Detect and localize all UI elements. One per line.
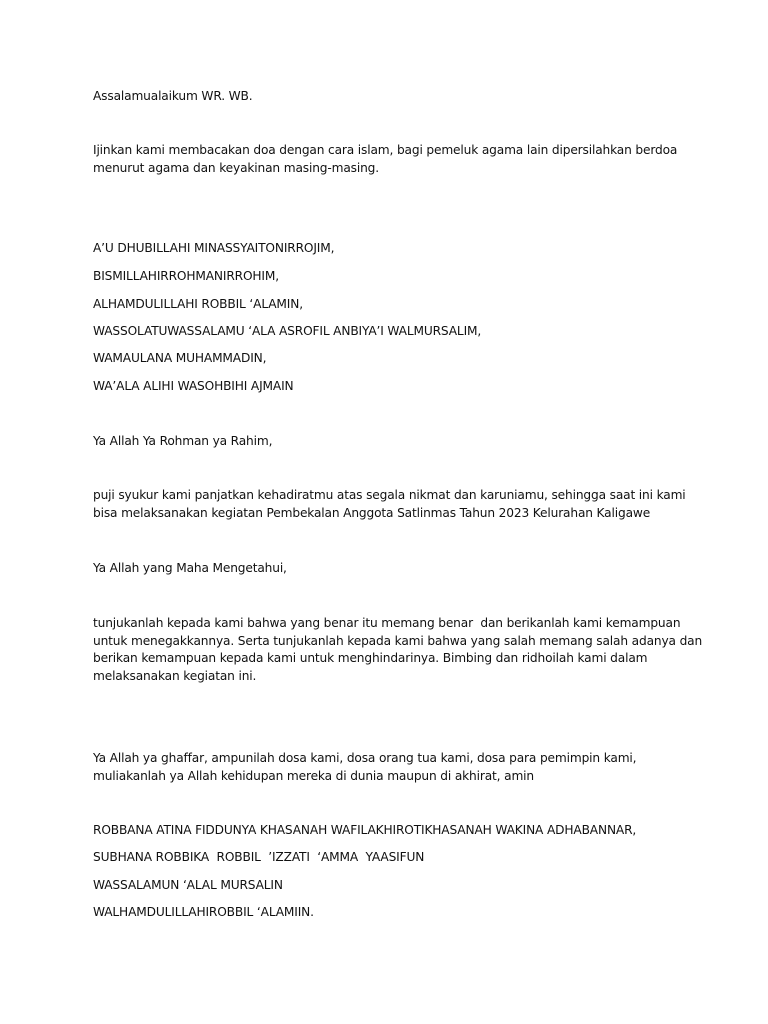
intro-line: menurut agama dan keyakinan masing-masing. [93, 160, 379, 175]
intro-paragraph [93, 142, 683, 177]
opening-text: WA’ALA ALIHI WASOHBIHI AJMAIN [93, 379, 294, 393]
guidance-line: untuk menegakkannya. Serta tunjukanlah kepada kami bahwa yang salah memang salah adanya dan [93, 633, 703, 648]
invocation-rahim [93, 433, 683, 451]
greeting-line: Assalamualaikum WR. WB. [93, 89, 253, 103]
opening-text: BISMILLAHIRROHMANIRROHIM, [93, 269, 279, 283]
invocation-mengetahui [93, 560, 683, 578]
closing-text: SUBHANA ROBBIKA ROBBIL ’IZZATI ‘AMMA YAASIFUN [93, 850, 425, 864]
opening-line [93, 378, 683, 396]
opening-line [93, 268, 683, 286]
closing-text: WASSALAMUN ‘ALAL MURSALIN [93, 878, 283, 892]
opening-line [93, 350, 683, 368]
gratitude-line: puji syukur kami panjatkan kehadiratmu atas segala nikmat dan karuniamu, sehingga saat ini kami [93, 488, 686, 502]
greeting [93, 88, 683, 106]
forgiveness-line: Ya Allah ya ghaffar, ampunilah dosa kami, dosa orang tua kami, dosa para pemimpin kami, [93, 751, 637, 765]
forgiveness-paragraph [93, 750, 683, 785]
opening-text: A’U DHUBILLAHI MINASSYAITONIRROJIM, [93, 241, 335, 255]
closing-line [93, 877, 683, 895]
opening-text: WAMAULANA MUHAMMADIN, [93, 351, 267, 365]
guidance-line: tunjukanlah kepada kami bahwa yang benar itu memang benar dan berikanlah kami kemampuan [93, 616, 681, 630]
closing-line [93, 822, 683, 840]
guidance-line: berikan kemampuan kepada kami untuk menghindarinya. Bimbing dan ridhoilah kami dalam [93, 651, 648, 665]
invocation-text: Ya Allah Ya Rohman ya Rahim, [93, 434, 273, 448]
opening-text: ALHAMDULILLAHI ROBBIL ‘ALAMIN, [93, 297, 303, 311]
opening-line [93, 240, 683, 258]
gratitude-paragraph [93, 487, 686, 522]
gratitude-line: bisa melaksanakan kegiatan Pembekalan Anggota Satlinmas Tahun 2023 Kelurahan Kaligawe [93, 505, 651, 520]
closing-line [93, 849, 683, 867]
forgiveness-line: muliakanlah ya Allah kehidupan mereka di dunia maupun di akhirat, amin [93, 768, 534, 783]
guidance-line: melaksanakan kegiatan ini. [93, 668, 257, 683]
opening-line [93, 296, 683, 314]
invocation-text: Ya Allah yang Maha Mengetahui, [93, 561, 287, 575]
closing-line [93, 904, 683, 922]
opening-text: WASSOLATUWASSALAMU ‘ALA ASROFIL ANBIYA’I WALMURSALIM, [93, 324, 482, 338]
guidance-paragraph [93, 615, 703, 685]
closing-text: ROBBANA ATINA FIDDUNYA KHASANAH WAFILAKHIROTIKHASANAH WAKINA ADHABANNAR, [93, 823, 637, 837]
closing-text: WALHAMDULILLAHIROBBIL ‘ALAMIIN. [93, 905, 314, 919]
intro-line: Ijinkan kami membacakan doa dengan cara islam, bagi pemeluk agama lain dipersilahkan berdoa [93, 143, 678, 157]
opening-line [93, 323, 683, 341]
